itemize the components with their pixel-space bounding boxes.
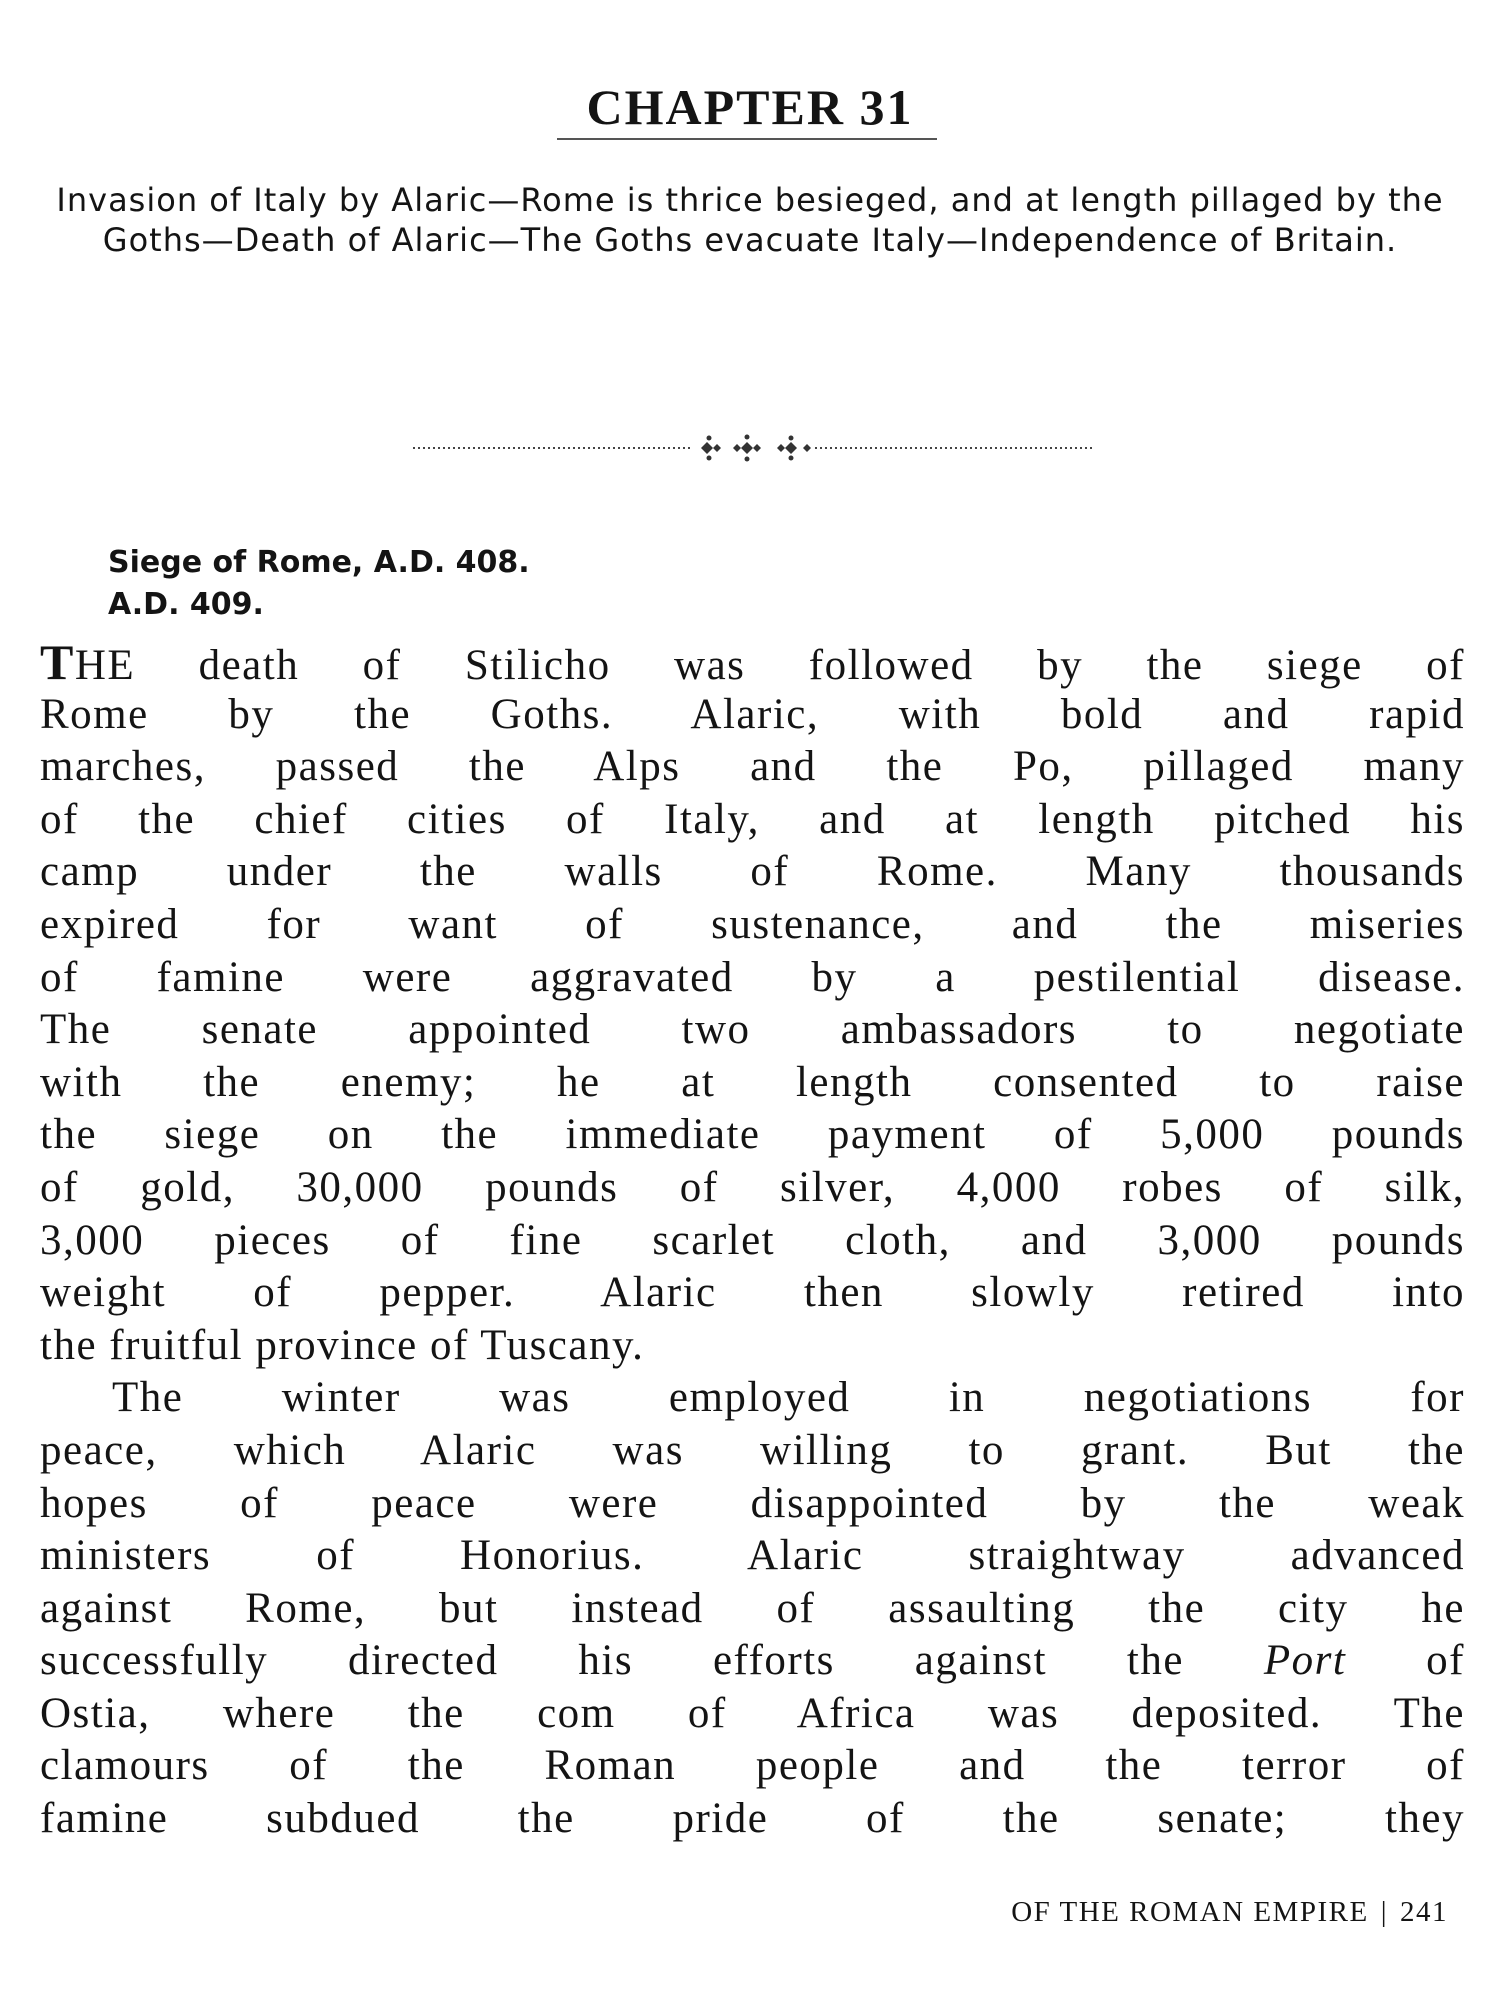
- text-line: of gold, 30,000 pounds of silver, 4,000 robes of silk,: [40, 1163, 1465, 1211]
- text-line: clamours of the Roman people and the terror of: [40, 1742, 1465, 1790]
- running-footer: [1011, 1896, 1448, 1929]
- text-line: Ostia, where the com of Africa was deposited. The: [40, 1689, 1465, 1737]
- text-line: the fruitful province of Tuscany.: [40, 1321, 645, 1369]
- text-line: famine subdued the pride of the senate; they: [40, 1795, 1465, 1843]
- text-line: successfully directed his efforts against the Port of: [40, 1637, 1465, 1685]
- chapter-summary: Invasion of Italy by Alaric—Rome is thrice besieged, and at length pillaged by the Goths—Death of Alaric—The Goths evacuate Italy—Independence of Britain.: [56, 181, 1444, 259]
- text-line: hopes of peace were disappointed by the weak: [40, 1479, 1465, 1527]
- text-line: peace, which Alaric was willing to grant. But the: [40, 1426, 1465, 1474]
- text-line: marches, passed the Alps and the Po, pillaged many: [40, 743, 1465, 791]
- text-line: of the chief cities of Italy, and at length pitched his: [40, 795, 1465, 843]
- text-line: against Rome, but instead of assaulting the city he: [40, 1584, 1465, 1632]
- text-line: with the enemy; he at length consented to raise: [40, 1058, 1465, 1106]
- footer-separator: |: [1380, 1896, 1388, 1928]
- text-line: camp under the walls of Rome. Many thousands: [40, 848, 1465, 896]
- text-line: THE death of Stilicho was followed by the siege of: [40, 634, 1465, 690]
- ornament-divider: [413, 428, 1093, 468]
- text-line: ministers of Honorius. Alaric straightway advanced: [40, 1532, 1465, 1580]
- text-line: The senate appointed two ambassadors to negotiate: [40, 1006, 1465, 1054]
- drop-cap: T: [40, 634, 75, 690]
- text-line: of famine were aggravated by a pestilential disease.: [40, 953, 1465, 1001]
- margin-note: [108, 542, 530, 626]
- text-line: expired for want of sustenance, and the miseries: [40, 900, 1465, 948]
- margin-note-line: Siege of Rome, A.D. 408.: [108, 545, 530, 580]
- running-head: OF THE ROMAN EMPIRE: [1011, 1896, 1369, 1928]
- title-underline: [557, 138, 937, 140]
- text-line: Rome by the Goths. Alaric, with bold and rapid: [40, 690, 1465, 738]
- margin-note-line: A.D. 409.: [108, 587, 264, 622]
- text-line: The winter was employed in negotiations for: [112, 1374, 1465, 1422]
- page-number: 241: [1400, 1896, 1448, 1928]
- text-line: weight of pepper. Alaric then slowly retired into: [40, 1269, 1465, 1317]
- text-line: 3,000 pieces of fine scarlet cloth, and 3,000 pounds: [40, 1216, 1465, 1264]
- body-text: [40, 636, 1465, 1846]
- italic-word: Port: [1263, 1637, 1347, 1685]
- text-line: the siege on the immediate payment of 5,000 pounds: [40, 1111, 1465, 1159]
- chapter-title: CHAPTER 31: [586, 79, 914, 135]
